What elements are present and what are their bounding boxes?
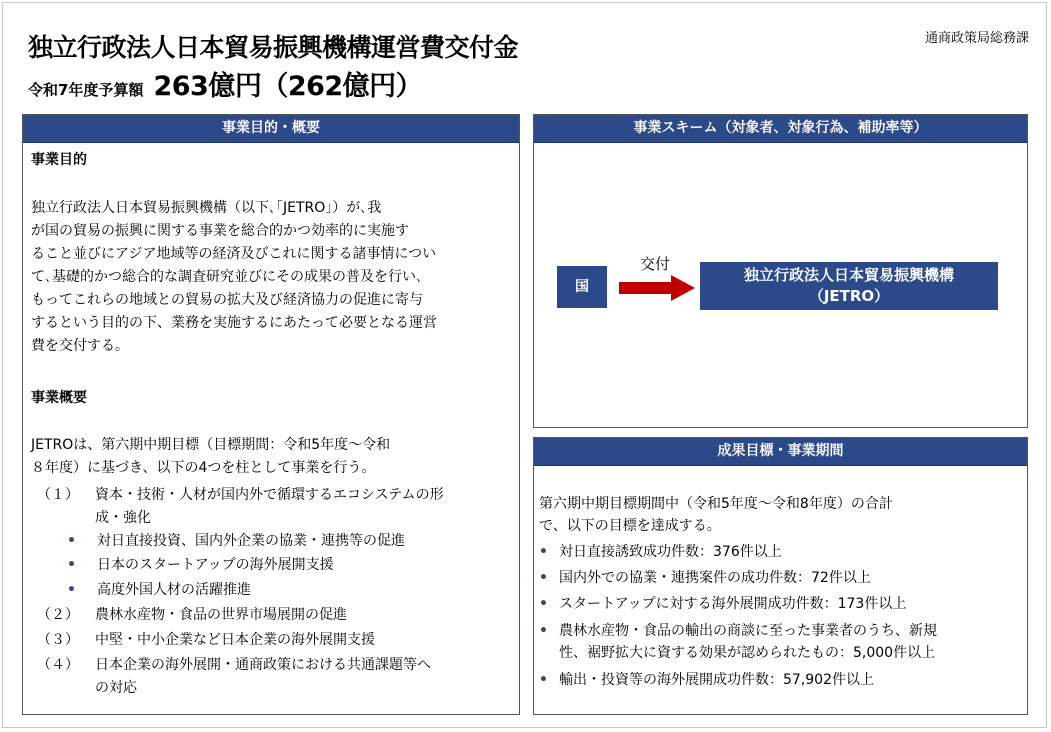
overview-text xyxy=(31,434,511,480)
pillar-number: （２） xyxy=(37,607,79,623)
bullet-icon: • xyxy=(67,557,76,573)
jetro-name: 独立行政法人日本貿易振興機構 xyxy=(743,266,954,284)
scheme-header: 事業スキーム（対象者、対象行為、補助率等） xyxy=(534,115,1027,143)
page-title: 独立行政法人日本貿易振興機構運営費交付金 xyxy=(28,33,519,62)
purpose-line: 費を交付する。 xyxy=(31,338,129,354)
pillar-number: （１） xyxy=(37,487,79,503)
bullet-icon: • xyxy=(539,672,548,688)
goal-item xyxy=(539,669,1021,691)
pillar-text: 日本企業の海外展開・通商政策における共通課題等へ xyxy=(95,657,431,673)
bullet-icon: • xyxy=(539,596,548,612)
goals-intro xyxy=(539,493,1019,537)
sub-item xyxy=(67,530,405,553)
pillar-text: 資本・技術・人材が国内外で循環するエコシステムの形 xyxy=(95,487,444,503)
goal-item xyxy=(539,567,1021,589)
purpose-line: ること並びにアジア地域等の経済及びこれに関する諸事情につい xyxy=(31,246,437,262)
goal-text: 輸出・投資等の海外展開成功件数：57,902件以上 xyxy=(559,672,874,688)
purpose-line: するという目的の下、業務を実施するにあたって必要となる運営 xyxy=(31,315,437,331)
goals-intro-line: で、以下の目標を達成する。 xyxy=(539,518,721,534)
jetro-box xyxy=(700,262,998,310)
overview-line: JETROは、第六期中期目標（目標期間：令和5年度～令和 xyxy=(31,437,391,453)
pillar-item xyxy=(37,654,509,700)
pillar-text: 中堅・中小企業など日本企業の海外展開支援 xyxy=(95,632,375,648)
goal-text: 性、裾野拡大に資する効果が認められたもの：5,000件以上 xyxy=(559,645,936,661)
arrow-right-icon xyxy=(619,275,695,301)
overview-line: ８年度）に基づき、以下の4つを柱として事業を行う。 xyxy=(31,460,376,476)
bullet-icon: • xyxy=(539,544,548,560)
country-box: 国 xyxy=(557,266,607,308)
jetro-abbr: （JETRO） xyxy=(808,287,890,305)
budget-label: 令和7年度予算額 xyxy=(28,81,144,99)
goal-item xyxy=(539,620,1021,664)
purpose-overview-panel xyxy=(22,114,520,715)
sub-item xyxy=(67,554,334,577)
sub-item-text: 日本のスタートアップの海外展開支援 xyxy=(97,557,334,573)
purpose-heading: 事業目的 xyxy=(31,152,87,168)
pillar-item xyxy=(37,484,509,530)
bullet-icon: • xyxy=(539,570,548,586)
sub-item xyxy=(67,579,251,602)
goal-item xyxy=(539,541,1021,563)
goals-intro-line: 第六期中期目標期間中（令和5年度～令和8年度）の合計 xyxy=(539,496,893,512)
bullet-icon: • xyxy=(67,582,76,598)
goal-item xyxy=(539,593,1021,615)
pillar-item xyxy=(37,604,509,627)
purpose-text xyxy=(31,197,511,358)
overview-heading: 事業概要 xyxy=(31,390,87,406)
budget-amount: 263億円（262億円） xyxy=(153,71,423,102)
pillar-number: （４） xyxy=(37,657,79,673)
purpose-line: が国の貿易の振興に関する事業を総合的かつ効率的に実施す xyxy=(31,223,409,239)
purpose-overview-header: 事業目的・概要 xyxy=(23,115,519,143)
pillar-text: 成・強化 xyxy=(95,510,151,526)
sub-item-text: 高度外国人材の活躍推進 xyxy=(97,582,251,598)
goal-text: 対日直接誘致成功件数：376件以上 xyxy=(559,544,782,560)
pillar-text: の対応 xyxy=(95,680,137,696)
pillar-item xyxy=(37,629,509,652)
goal-text: スタートアップに対する海外展開成功件数：173件以上 xyxy=(559,596,907,612)
bullet-icon: • xyxy=(67,533,76,549)
pillar-number: （３） xyxy=(37,632,79,648)
purpose-line: もってこれらの地域との貿易の拡大及び経済協力の促進に寄与 xyxy=(31,292,423,308)
grant-label: 交付 xyxy=(640,255,671,273)
budget-line xyxy=(28,64,422,103)
sub-item-text: 対日直接投資、国内外企業の協業・連携等の促進 xyxy=(97,533,405,549)
department-label: 通商政策局総務課 xyxy=(924,31,1029,46)
pillar-text: 農林水産物・食品の世界市場展開の促進 xyxy=(95,607,347,623)
purpose-line: て､基礎的かつ総合的な調査研究並びにその成果の普及を行い､ xyxy=(31,269,423,285)
goals-panel xyxy=(533,437,1028,715)
goals-header: 成果目標・事業期間 xyxy=(534,438,1027,466)
goal-text: 農林水産物・食品の輸出の商談に至った事業者のうち、新規 xyxy=(559,623,937,639)
purpose-line: 独立行政法人日本貿易振興機構（以下､｢JETRO｣）が､我 xyxy=(31,200,382,216)
bullet-icon: • xyxy=(539,623,548,639)
goal-text: 国内外での協業・連携案件の成功件数：72件以上 xyxy=(559,570,871,586)
